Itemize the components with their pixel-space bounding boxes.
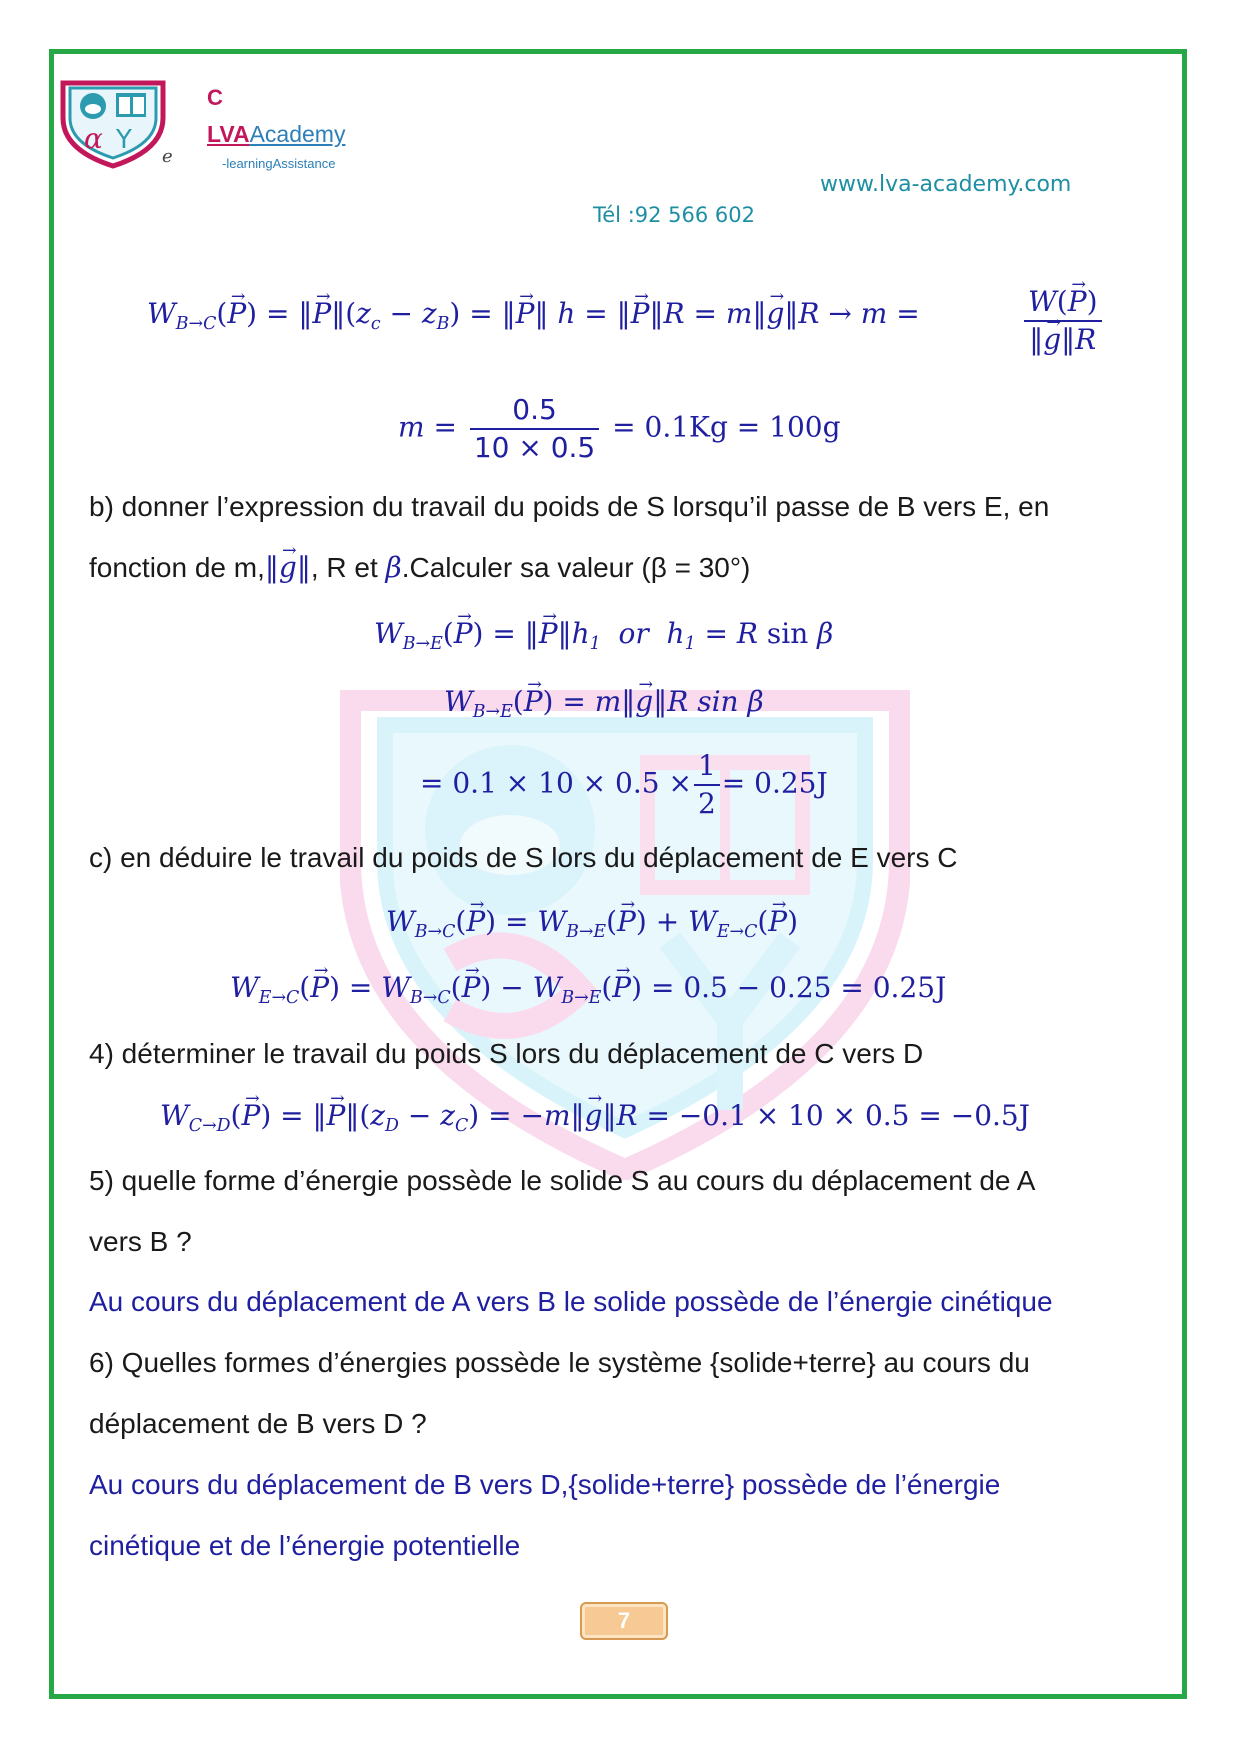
question-c: c) en déduire le travail du poids de S lors du déplacement de E vers C (89, 842, 958, 873)
svg-text:α: α (84, 122, 103, 155)
equation-work-ec: $W_{E\to C}(\to P) = W_{B\to C}(\to P) - W_{B\to E}(\to P) = 0.5 - 0.25 = 0.25J$ (230, 974, 946, 1002)
q-b-part3: .Calculer sa valeur ( (401, 552, 651, 583)
equation-work-sum: $W_{B\to C}(\to P) = W_{B\to E}(\to P) + W_{E\to C}(\to P)$ (386, 908, 798, 936)
q-b-part2: , R et (310, 552, 386, 583)
half-numerator: 1 (694, 752, 720, 786)
work-be-result: = 0.25J (721, 766, 828, 800)
answer-5: Au cours du déplacement de A vers B le solide possède de l’énergie cinétique (89, 1286, 1053, 1317)
work-cd-result: = −0.1 × 10 × 0.5 = −0.5J (646, 1099, 1030, 1132)
brand-letter: C (207, 85, 223, 110)
half-denominator: 2 (697, 787, 716, 820)
equation-work-be-1: $W_{B\to E}(\to P)$ = ‖→ $P‖h_1$ or $h_1 = R$ sin β (374, 620, 833, 648)
beta-value: β = 30°) (650, 552, 751, 583)
brand-academy: Academy (249, 121, 346, 147)
work-be-calc: = 0.1 × 10 × 0.5 × (420, 766, 692, 800)
mass-denominator: 10 × 0.5 (473, 431, 596, 464)
q-b-part1: fonction de m, (89, 552, 265, 583)
equation-work-be-2: $W_{B\to E}(\to P)$ = m‖→ g‖R sin β (444, 688, 764, 716)
website-link[interactable]: www.lva-academy.com (820, 172, 1072, 197)
equation-work-be-3 (420, 749, 828, 820)
lva-logo-icon (58, 78, 168, 170)
equation-work-bc: $W_{B\to C}(\to P)$ = ‖→ $P‖(z_c - z_B)$ = ‖→ P‖ h = ‖→ P‖R = m‖→ g‖R → m = (147, 300, 920, 328)
answer-6-line2: cinétique et de l’énergie potentielle (89, 1530, 521, 1561)
brand-name (207, 121, 345, 148)
mass-numerator: 0.5 (470, 396, 599, 430)
mass-result: = 0.1Kg = 100g (612, 410, 841, 444)
question-6-line2: déplacement de B vers D ? (89, 1408, 427, 1439)
svg-text:Y: Y (116, 125, 132, 155)
question-5-line2: vers B ? (89, 1226, 192, 1257)
brand-e-letter: e (162, 146, 173, 167)
question-6-line1: 6) Quelles formes d’énergies possède le système {solide+terre} au cours du (89, 1347, 1030, 1378)
brand-lva: LVA (207, 121, 250, 147)
answer-6-line1: Au cours du déplacement de B vers D,{solide+terre} possède de l’énergie (89, 1469, 1001, 1500)
question-4: 4) déterminer le travail du poids S lors du déplacement de C vers D (89, 1038, 924, 1069)
equation-work-cd: $W_{C\to D}(\to P)$ = ‖→ $P‖(z_D - z_C)$ = −m‖→ g‖R = −0.1 × 10 × 0.5 = −0.5J (160, 1102, 1030, 1130)
question-5-line1: 5) quelle forme d’énergie possède le solide S au cours du déplacement de A (89, 1165, 1036, 1196)
phone-number: Tél :92 566 602 (593, 203, 756, 227)
fraction-mass-formula: $\frac{W(\to P)}{‖\to g‖R}$ (1024, 288, 1102, 354)
work-ec-result: = 0.5 − 0.25 = 0.25J (650, 971, 947, 1004)
page-number: 7 (580, 1602, 668, 1640)
question-b-line1: b) donner l’expression du travail du poids de S lorsqu’il passe de B vers E, en (89, 491, 1050, 522)
brand-tagline: -learningAssistance (222, 156, 336, 171)
equation-mass-value: m = $\frac{0.5}{10 \times 0.5}$ = 0.1Kg = 100g (398, 393, 841, 464)
question-b-line2: fonction de m,‖→ g‖, R et β.Calculer sa valeur (β = 30°) (89, 552, 750, 584)
